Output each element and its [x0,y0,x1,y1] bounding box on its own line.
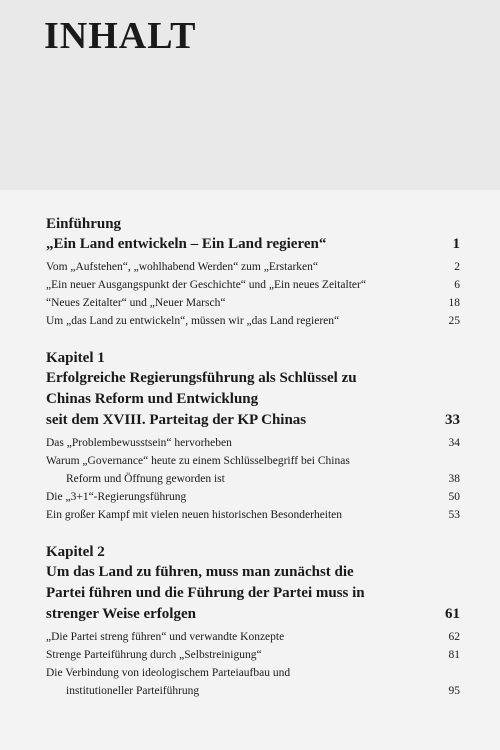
chapter-title: „Ein Land entwickeln – Ein Land regieren“ [46,236,327,252]
chapter-title-line: Erfolgreiche Regierungsführung als Schlüssel zu [46,370,357,386]
toc-entry-page: 18 [448,297,460,309]
toc-entry [46,258,460,276]
toc-entry-text [46,452,426,488]
chapter-1 [46,348,460,524]
toc-entry-text: Das „Problembewusstsein“ hervorheben [46,437,232,449]
chapter-title-line: Um das Land zu führen, muss man zunächst die [46,564,354,580]
chapter-2 [46,542,460,700]
toc-entry-text: Vom „Aufstehen“, „wohlhabend Werden“ zum „Erstarken“ [46,261,318,273]
chapter-title-line: Chinas Reform und Entwicklung [46,391,259,407]
toc-entry-text [46,664,426,700]
chapter-page-number: 1 [452,236,460,252]
toc-entry-page: 95 [448,685,460,697]
toc-entry-text: Die „3+1“-Regierungsführung [46,491,187,503]
toc-entry-text: „Ein neuer Ausgangspunkt der Geschichte“ und „Ein neues Zeitalter“ [46,279,366,291]
toc-entry [46,488,460,506]
toc-entry-line: Die Verbindung von ideologischem Parteiaufbau und [46,667,291,679]
table-of-contents [46,214,460,718]
page-title: INHALT [44,15,197,57]
chapter-title-row [46,368,460,431]
toc-entry-text: Ein großer Kampf mit vielen neuen historischen Besonderheiten [46,509,343,521]
chapter-label: Kapitel 1 [46,350,105,366]
toc-entry [46,312,460,330]
toc-entry-text: “Neues Zeitalter“ und „Neuer Marsch“ [46,297,226,309]
chapter-page-number: 61 [445,606,460,622]
chapter-title-row [46,562,460,625]
toc-entry-page: 81 [448,649,460,661]
toc-entry [46,628,460,646]
toc-entry-page: 2 [454,261,460,273]
chapter-title-line: strenger Weise erfolgen [46,606,196,622]
chapter-label: Kapitel 2 [46,544,105,560]
toc-entry [46,276,460,294]
chapter-title-row [46,234,460,255]
toc-entry-page: 6 [454,279,460,291]
chapter-label: Einführung [46,216,122,232]
toc-entry [46,646,460,664]
toc-entry-continuation: institutioneller Parteiführung [66,685,200,697]
chapter-title-line: seit dem XVIII. Parteitag der KP Chinas [46,412,307,428]
toc-entry-page: 62 [448,631,460,643]
toc-entry [46,506,460,524]
toc-entry-page: 25 [448,315,460,327]
toc-entry-text: „Die Partei streng führen“ und verwandte Konzepte [46,631,285,643]
chapter-title-line: Partei führen und die Führung der Partei muss in [46,585,365,601]
toc-entry-page: 34 [448,437,460,449]
toc-entry-page: 38 [448,473,460,485]
toc-entry-text: Um „das Land zu entwickeln“, müssen wir „das Land regieren“ [46,315,340,327]
toc-entry [46,452,460,488]
toc-entry [46,434,460,452]
chapter-title [46,368,416,431]
chapter-title [46,562,416,625]
toc-entry-text: Strenge Parteiführung durch „Selbstreinigung“ [46,649,262,661]
chapter-page-number: 33 [445,412,460,428]
toc-entry-line: Warum „Governance“ heute zu einem Schlüsselbegriff bei Chinas [46,455,350,467]
toc-entry [46,294,460,312]
toc-entry-continuation: Reform und Öffnung geworden ist [66,473,225,485]
toc-entry-page: 50 [448,491,460,503]
toc-entry [46,664,460,700]
toc-entry-page: 53 [448,509,460,521]
chapter-introduction [46,214,460,330]
